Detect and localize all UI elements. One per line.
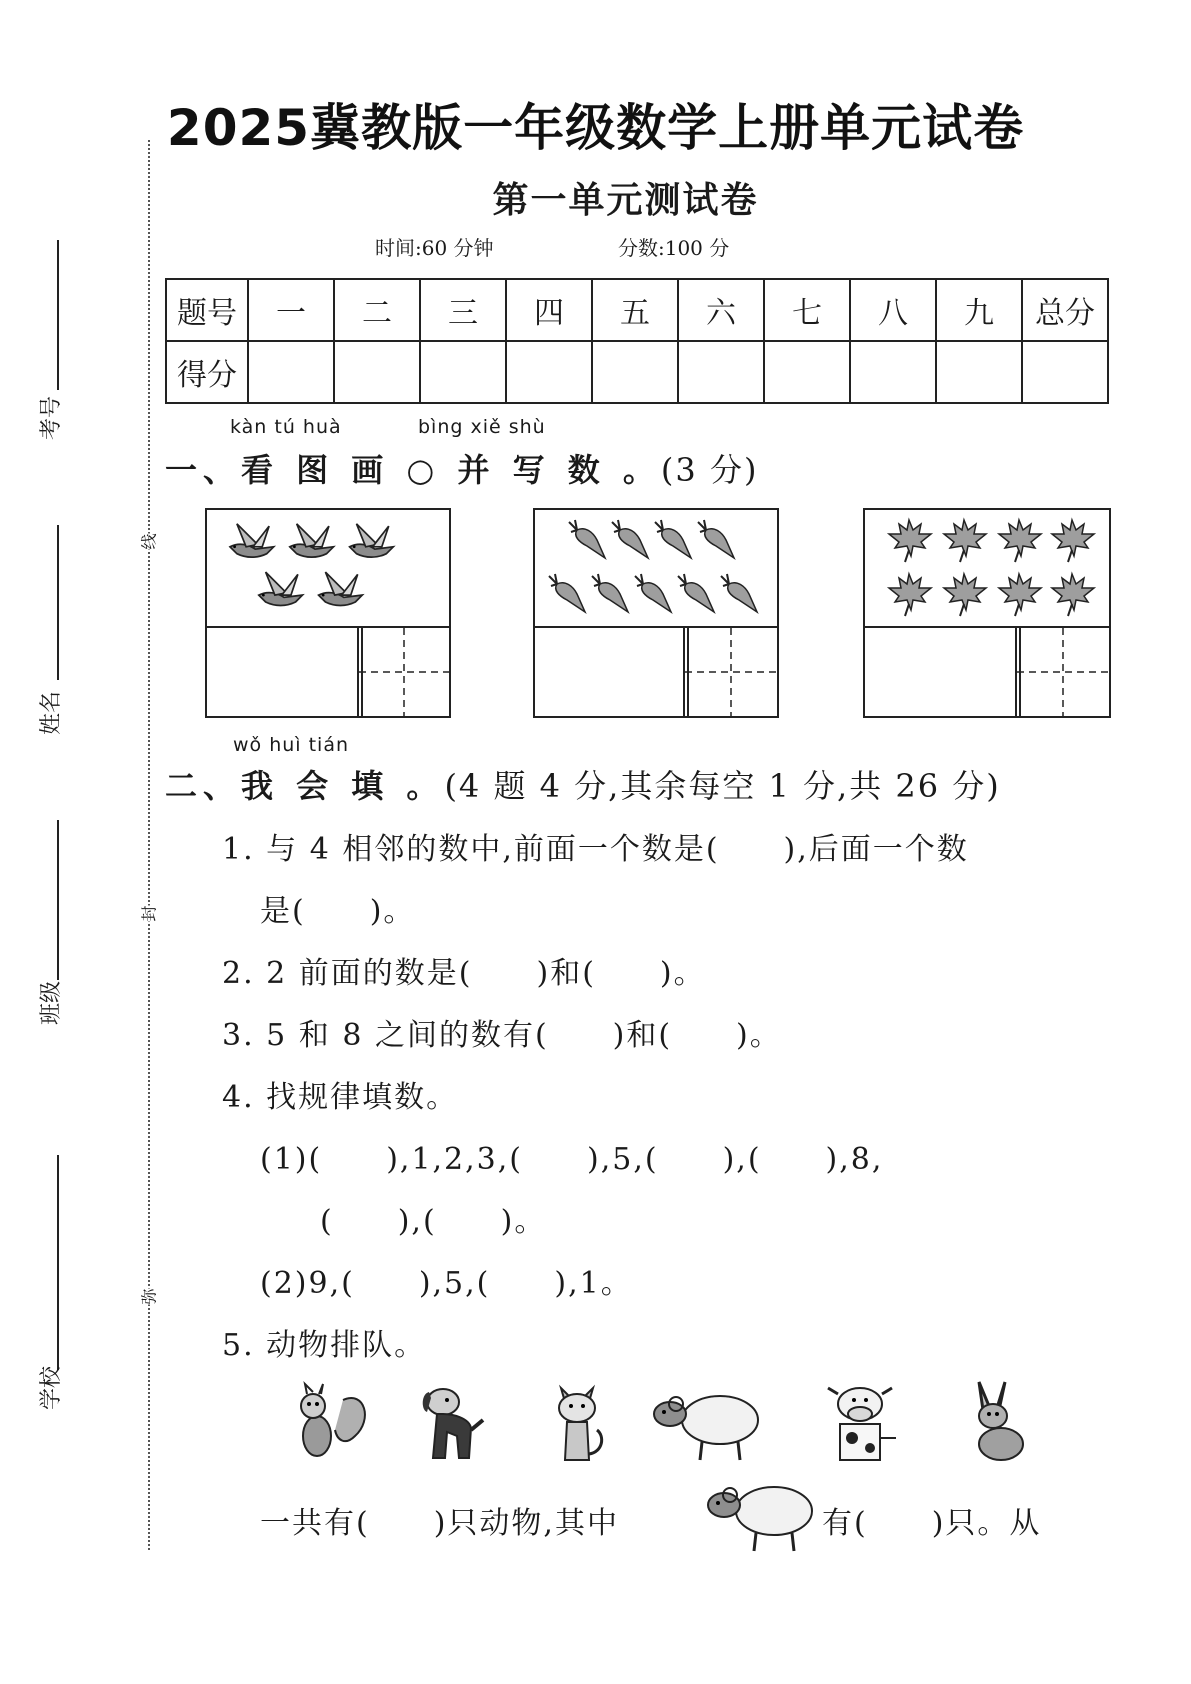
- bird-icon: [207, 510, 449, 626]
- score-table-cell: 三: [420, 279, 506, 341]
- section1-title: [165, 445, 758, 491]
- score-table-cell: 总分: [1022, 279, 1108, 341]
- binding-dotted-line: [148, 140, 150, 1550]
- score-row-label: 得分: [166, 341, 248, 403]
- score-table-cell: 四: [506, 279, 592, 341]
- circle-draw-area[interactable]: [863, 626, 1021, 718]
- cut-mark-seal: 封: [135, 905, 162, 921]
- circle-draw-area[interactable]: [533, 626, 689, 718]
- score-input-cell[interactable]: [420, 341, 506, 403]
- section2-title: [165, 761, 1001, 807]
- question-4-1-line-1: (1)( ),1,2,3,( ),5,( ),( ),8,: [260, 1142, 884, 1177]
- rabbit-icon: [979, 1382, 1023, 1460]
- cut-mark-close: 弥: [135, 1288, 162, 1304]
- score-input-cell[interactable]: [248, 341, 334, 403]
- score-table-cell: 二: [334, 279, 420, 341]
- section1-pinyin-2: bìng xiě shù: [418, 416, 546, 438]
- dog-icon: [423, 1389, 483, 1458]
- score-table-cell: 六: [678, 279, 764, 341]
- score-input-cell[interactable]: [334, 341, 420, 403]
- unit-title: 第一单元测试卷: [492, 179, 759, 221]
- score-table-score-row: [166, 341, 1108, 403]
- section2-pinyin: wǒ huì tián: [233, 734, 350, 756]
- score-table-cell: 一: [248, 279, 334, 341]
- question-4-2: (2)9,( ),5,( ),1。: [260, 1266, 633, 1301]
- carrot-picture-box: [533, 508, 779, 628]
- sheep-icon: [654, 1396, 758, 1460]
- maple-leaf-icon: [865, 510, 1109, 626]
- number-write-box[interactable]: [357, 626, 451, 718]
- cut-mark-line: 线: [135, 533, 162, 549]
- bird-picture-box: [205, 508, 451, 628]
- question-3: 3. 5 和 8 之间的数有( )和( )。: [222, 1018, 782, 1053]
- number-write-box[interactable]: [683, 626, 779, 718]
- name-label: 姓名: [39, 690, 64, 735]
- score-table-header-row: [166, 279, 1108, 341]
- score-input-cell[interactable]: [936, 341, 1022, 403]
- name-line: [57, 525, 59, 680]
- school-label: 学校: [39, 1365, 64, 1410]
- class-line: [57, 820, 59, 980]
- score-table-cell: 八: [850, 279, 936, 341]
- score-input-cell[interactable]: [678, 341, 764, 403]
- section1-title-text: 一、看 图 画 ○ 并 写 数 。: [165, 451, 661, 489]
- score-input-cell[interactable]: [592, 341, 678, 403]
- main-title: 2025冀教版一年级数学上册单元试卷: [166, 99, 1025, 157]
- section2-points: (4 题 4 分,其余每空 1 分,共 26 分): [444, 767, 1001, 805]
- score-table: [165, 278, 1109, 404]
- section2-title-text: 二、我 会 填 。: [165, 767, 445, 805]
- question-4-1-line-2: ( ),( )。: [320, 1204, 547, 1239]
- score-input-cell[interactable]: [850, 341, 936, 403]
- question-4: 4. 找规律填数。: [222, 1080, 459, 1115]
- score-table-cell: 题号: [166, 279, 248, 341]
- question-1-line-2: 是( )。: [260, 894, 416, 929]
- cow-icon: [828, 1388, 896, 1460]
- score-input-cell[interactable]: [1022, 341, 1108, 403]
- carrot-icon: [535, 510, 777, 626]
- score-input-cell[interactable]: [506, 341, 592, 403]
- score-input-cell[interactable]: [764, 341, 850, 403]
- score-info: 分数:100 分: [618, 236, 730, 260]
- cat-icon: [559, 1388, 602, 1460]
- question-2: 2. 2 前面的数是( )和( )。: [222, 956, 706, 991]
- class-label: 班级: [39, 980, 64, 1025]
- score-table-cell: 九: [936, 279, 1022, 341]
- leaf-picture-box: [863, 508, 1111, 628]
- number-write-box[interactable]: [1015, 626, 1111, 718]
- sheep-inline-icon: [702, 1475, 820, 1555]
- squirrel-icon: [301, 1384, 365, 1456]
- section1-pinyin-1: kàn tú huà: [230, 416, 342, 438]
- section1-points: (3 分): [660, 451, 759, 489]
- question-5-text-after: 有( )只。从: [822, 1506, 1042, 1541]
- score-table-cell: 五: [592, 279, 678, 341]
- circle-draw-area[interactable]: [205, 626, 363, 718]
- question-5: 5. 动物排队。: [222, 1328, 427, 1363]
- score-table-cell: 七: [764, 279, 850, 341]
- question-1-line-1: 1. 与 4 相邻的数中,前面一个数是( ),后面一个数: [222, 832, 969, 867]
- animal-row: [285, 1380, 1085, 1470]
- question-5-text-before: 一共有( )只动物,其中: [260, 1506, 619, 1541]
- time-info: 时间:60 分钟: [375, 236, 494, 260]
- exam-number-line: [57, 240, 59, 390]
- school-line: [57, 1155, 59, 1370]
- exam-number-label: 考号: [39, 395, 64, 440]
